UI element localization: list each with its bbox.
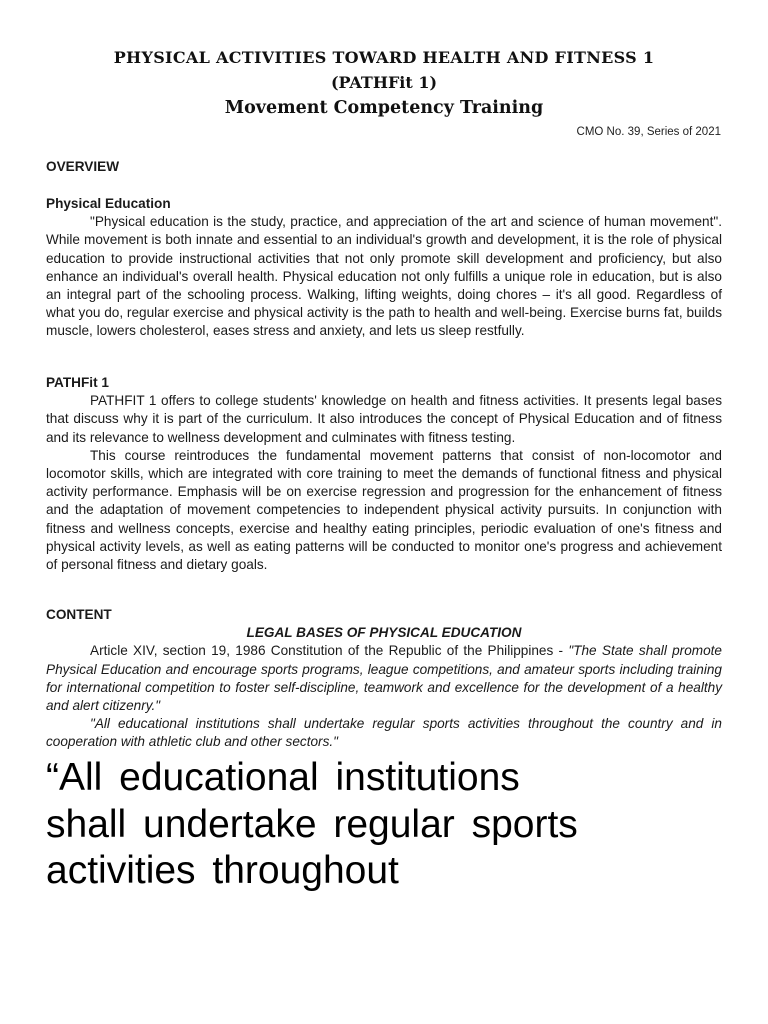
document-course-title: Movement Competency Training — [224, 98, 544, 118]
pe-heading: Physical Education — [46, 196, 171, 211]
enlarged-line-1: “All educational institutions — [46, 756, 520, 799]
article-paragraph — [46, 642, 722, 715]
pathfit-paragraph-2: This course reintroduces the fundamental movement patterns that consist of non-locomotor and locomotor skills, which are integrated with core training to meet the demands of functional fitness and physical activity performance. Emphasis will be on exercise regression and progression for the enhancement of fitness and the adaptation of movement competencies to independent physical activity pursuits. In conjunction with fitness and wellness concepts, exercise and healthy eating principles, periodic evaluation of one's fitness and physical activity levels, as well as eating patterns will be conducted to monitor one's progress and achievement of personal fitness and dietary goals. — [46, 447, 722, 573]
pe-paragraph: "Physical education is the study, practice, and appreciation of the art and science of human movement". While movement is both innate and essential to an individual's growth and development, it is the role of physical education to provide instructional activities that not only promote skill development and proficiency, but also enhance an individual's overall health. Physical education not only fulfills a unique role in education, but is also an integral part of the schooling process. Walking, lifting weights, doing chores – it's all good. Regardless of what you do, regular exercise and physical activity is the path to health and well-being. Exercise burns fat, builds muscle, lowers cholesterol, eases stress and anxiety, and lets us sleep restfully. — [46, 214, 722, 339]
article-quote: "The State shall promote Physical Education and encourage sports programs, league competitions, and amateur sports including training for international competition to foster self-discipline, teamwork and excellence for the development of a healthy and alert citizenry." — [46, 643, 722, 714]
enlarged-quote — [46, 755, 722, 895]
pathfit-paragraph-1: PATHFIT 1 offers to college students' knowledge on health and fitness activities. It presents legal bases that discuss why it is part of the curriculum. It also introduces the concept of Physical Education and of fitness and its relevance to wellness development and culminates with fitness testing. — [46, 393, 722, 445]
article-intro: Article XIV, section 19, 1986 Constitution of the Republic of the Philippines - — [90, 643, 569, 659]
enlarged-line-2: shall undertake regular sports — [46, 802, 578, 846]
content-section — [46, 606, 722, 752]
pathfit-heading: PATHFit 1 — [46, 375, 109, 390]
cmo-reference: CMO No. 39, Series of 2021 — [576, 126, 721, 138]
pe-section — [46, 195, 722, 341]
legal-bases-heading: LEGAL BASES OF PHYSICAL EDUCATION — [246, 625, 522, 641]
document-subtitle: (PATHFit 1) — [330, 73, 438, 92]
enlarged-line-3: activities throughout — [46, 849, 399, 892]
document-title: PHYSICAL ACTIVITIES TOWARD HEALTH AND FITNESS 1 — [113, 48, 655, 67]
overview-heading-text: OVERVIEW — [46, 159, 120, 174]
content-heading: CONTENT — [46, 607, 112, 622]
pathfit-section — [46, 374, 722, 574]
overview-heading — [46, 158, 722, 176]
quote-paragraph: "All educational institutions shall undertake regular sports activities throughout the country and in cooperation with athletic club and other sectors." — [46, 716, 722, 750]
